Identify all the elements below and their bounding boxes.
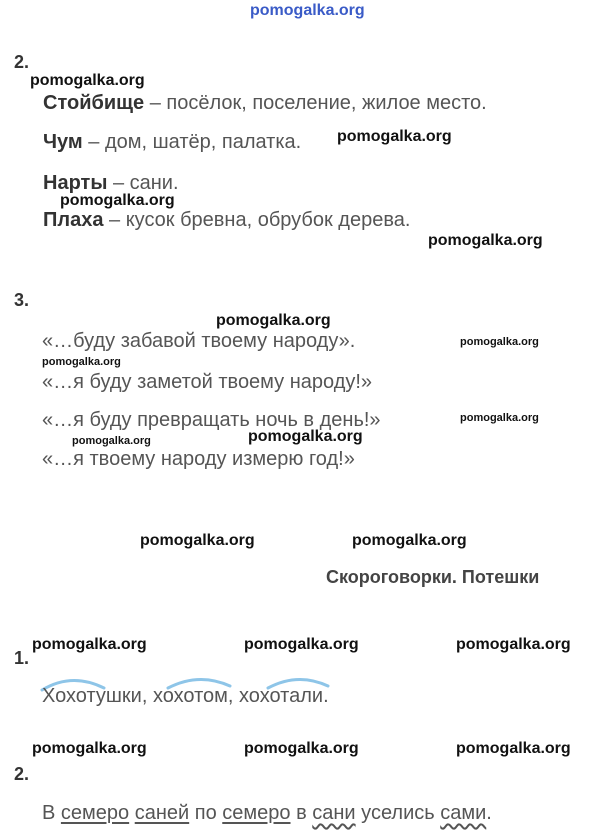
watermark: pomogalka.org (244, 740, 359, 757)
text: в (290, 802, 313, 824)
wavy-underlined-word: сами (440, 802, 487, 824)
word: хохотали (239, 685, 324, 707)
task-2-number: 2. (14, 52, 30, 72)
underlined-word: семеро (222, 802, 291, 824)
underlined-word: семеро (60, 802, 130, 824)
quote-line: «…я буду превращать ночь в день!» (42, 409, 381, 431)
definition-text: – посёлок, поселение, жилое место. (144, 92, 487, 114)
word: Хохотушки (42, 685, 142, 707)
watermark: pomogalka.org (460, 336, 539, 348)
watermark: pomogalka.org (32, 636, 147, 653)
watermark: pomogalka.org (456, 740, 571, 757)
tongue-1-text (42, 685, 329, 708)
watermark: pomogalka.org (30, 72, 145, 89)
text: В (42, 802, 61, 824)
tongue-1-number: 1. (14, 648, 30, 668)
quote-line: «…буду забавой твоему народу». (42, 330, 356, 352)
watermark: pomogalka.org (456, 636, 571, 653)
tongue-2-text (42, 802, 492, 825)
watermark-top: pomogalka.org (250, 2, 365, 19)
text: уселись (355, 802, 441, 824)
watermark: pomogalka.org (32, 740, 147, 757)
watermark: pomogalka.org (337, 128, 452, 145)
punct: , (141, 685, 153, 707)
tongue-2-number: 2. (14, 764, 30, 784)
quote-line: «…я буду заметой твоему народу!» (42, 371, 373, 393)
watermark: pomogalka.org (140, 532, 255, 549)
definition-term: Плаха (43, 209, 104, 231)
watermark: pomogalka.org (460, 412, 539, 424)
watermark: pomogalka.org (352, 532, 467, 549)
wavy-underlined-word: сани (312, 802, 356, 824)
text: . (486, 802, 492, 824)
definition-line (43, 92, 487, 115)
watermark: pomogalka.org (216, 312, 331, 329)
quote-line: «…я твоему народу измерю год!» (42, 448, 355, 470)
underlined-word: саней (134, 802, 190, 824)
definition-text: – дом, шатёр, палатка. (82, 131, 302, 153)
watermark: pomogalka.org (60, 192, 175, 209)
watermark: pomogalka.org (244, 636, 359, 653)
task-3-number: 3. (14, 290, 30, 310)
punct: , (227, 685, 240, 707)
definition-term: Нарты (43, 172, 108, 194)
text: по (189, 802, 223, 824)
definition-text: – кусок бревна, обрубок дерева. (103, 209, 411, 231)
watermark: pomogalka.org (248, 428, 363, 445)
definition-text: – сани. (107, 172, 179, 194)
definition-line (43, 209, 410, 232)
definition-line (43, 131, 301, 154)
punct: . (323, 685, 329, 707)
definition-term: Стойбище (43, 92, 145, 114)
word: хохотом (152, 685, 228, 707)
watermark: pomogalka.org (42, 356, 121, 368)
section-title: Скороговорки. Потешки (326, 567, 540, 587)
watermark: pomogalka.org (428, 232, 543, 249)
definition-term: Чум (43, 131, 83, 153)
watermark: pomogalka.org (72, 435, 151, 447)
